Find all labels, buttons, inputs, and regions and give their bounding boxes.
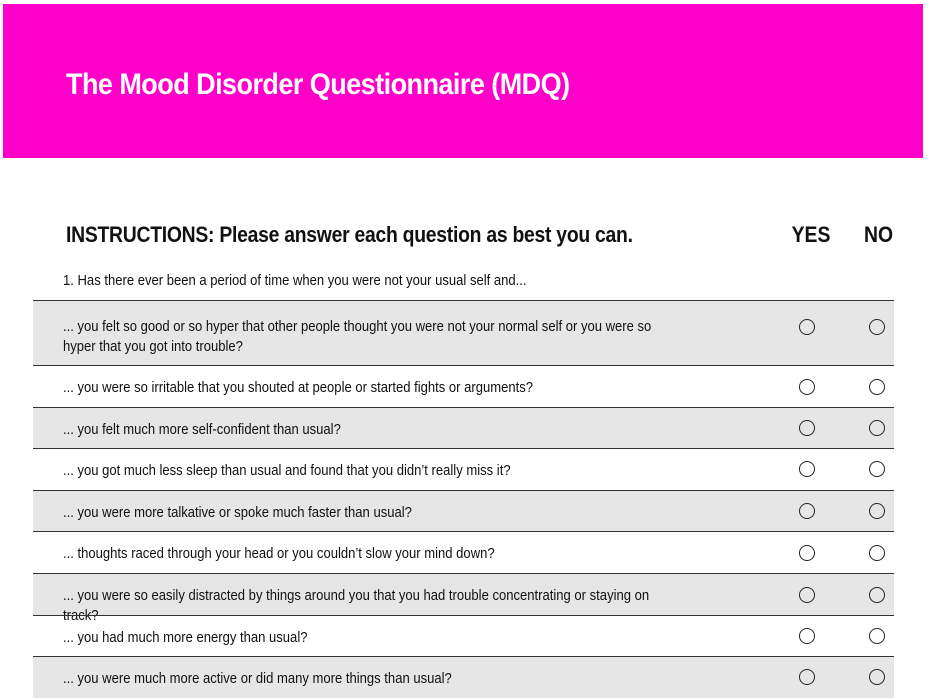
no-radio[interactable] xyxy=(869,420,885,436)
yes-radio[interactable] xyxy=(799,379,815,395)
question-text: ... you were so easily distracted by things around you that you had trouble concentrating or staying on track? xyxy=(63,588,650,624)
instructions-text: INSTRUCTIONS: Please answer each question as best you can. xyxy=(66,222,633,247)
question-row xyxy=(33,615,894,656)
question-row xyxy=(33,448,894,490)
yes-radio[interactable] xyxy=(799,545,815,561)
question-row xyxy=(33,656,894,698)
yes-radio[interactable] xyxy=(799,319,815,335)
yes-radio[interactable] xyxy=(799,503,815,519)
question-text: ... you felt so good or so hyper that other people thought you were not your normal self or you were so hyper that you got into trouble? xyxy=(63,319,652,355)
no-radio[interactable] xyxy=(869,628,885,644)
yes-radio[interactable] xyxy=(799,587,815,603)
page-title: The Mood Disorder Questionnaire (MDQ) xyxy=(66,68,570,101)
yes-column-header: YES xyxy=(791,222,831,247)
question-list xyxy=(33,300,894,698)
no-radio[interactable] xyxy=(869,379,885,395)
yes-radio[interactable] xyxy=(799,628,815,644)
question-text: ... you were more talkative or spoke much faster than usual? xyxy=(63,505,412,521)
no-radio[interactable] xyxy=(869,461,885,477)
question-text: ... you felt much more self-confident than usual? xyxy=(63,422,341,438)
yes-radio[interactable] xyxy=(799,420,815,436)
question-text: ... you were so irritable that you shouted at people or started fights or arguments? xyxy=(63,380,534,396)
no-radio[interactable] xyxy=(869,503,885,519)
no-radio[interactable] xyxy=(869,545,885,561)
no-radio[interactable] xyxy=(869,587,885,603)
question-text: ... you got much less sleep than usual and found that you didn’t really miss it? xyxy=(63,463,511,479)
question-text: ... you had much more energy than usual? xyxy=(63,630,308,646)
instructions-row xyxy=(0,222,930,250)
header-banner xyxy=(3,4,923,158)
question-text: ... you were much more active or did many more things than usual? xyxy=(63,671,452,687)
question-1-intro: 1. Has there ever been a period of time when you were not your usual self and... xyxy=(63,273,527,289)
no-radio[interactable] xyxy=(869,669,885,685)
yes-radio[interactable] xyxy=(799,669,815,685)
question-row xyxy=(33,300,894,365)
no-radio[interactable] xyxy=(869,319,885,335)
no-column-header: NO xyxy=(863,222,894,247)
question-row xyxy=(33,407,894,448)
question-row xyxy=(33,573,894,624)
question-text: ... thoughts raced through your head or you couldn’t slow your mind down? xyxy=(63,546,495,562)
question-row xyxy=(33,365,894,407)
question-row xyxy=(33,531,894,573)
yes-radio[interactable] xyxy=(799,461,815,477)
question-row xyxy=(33,490,894,531)
